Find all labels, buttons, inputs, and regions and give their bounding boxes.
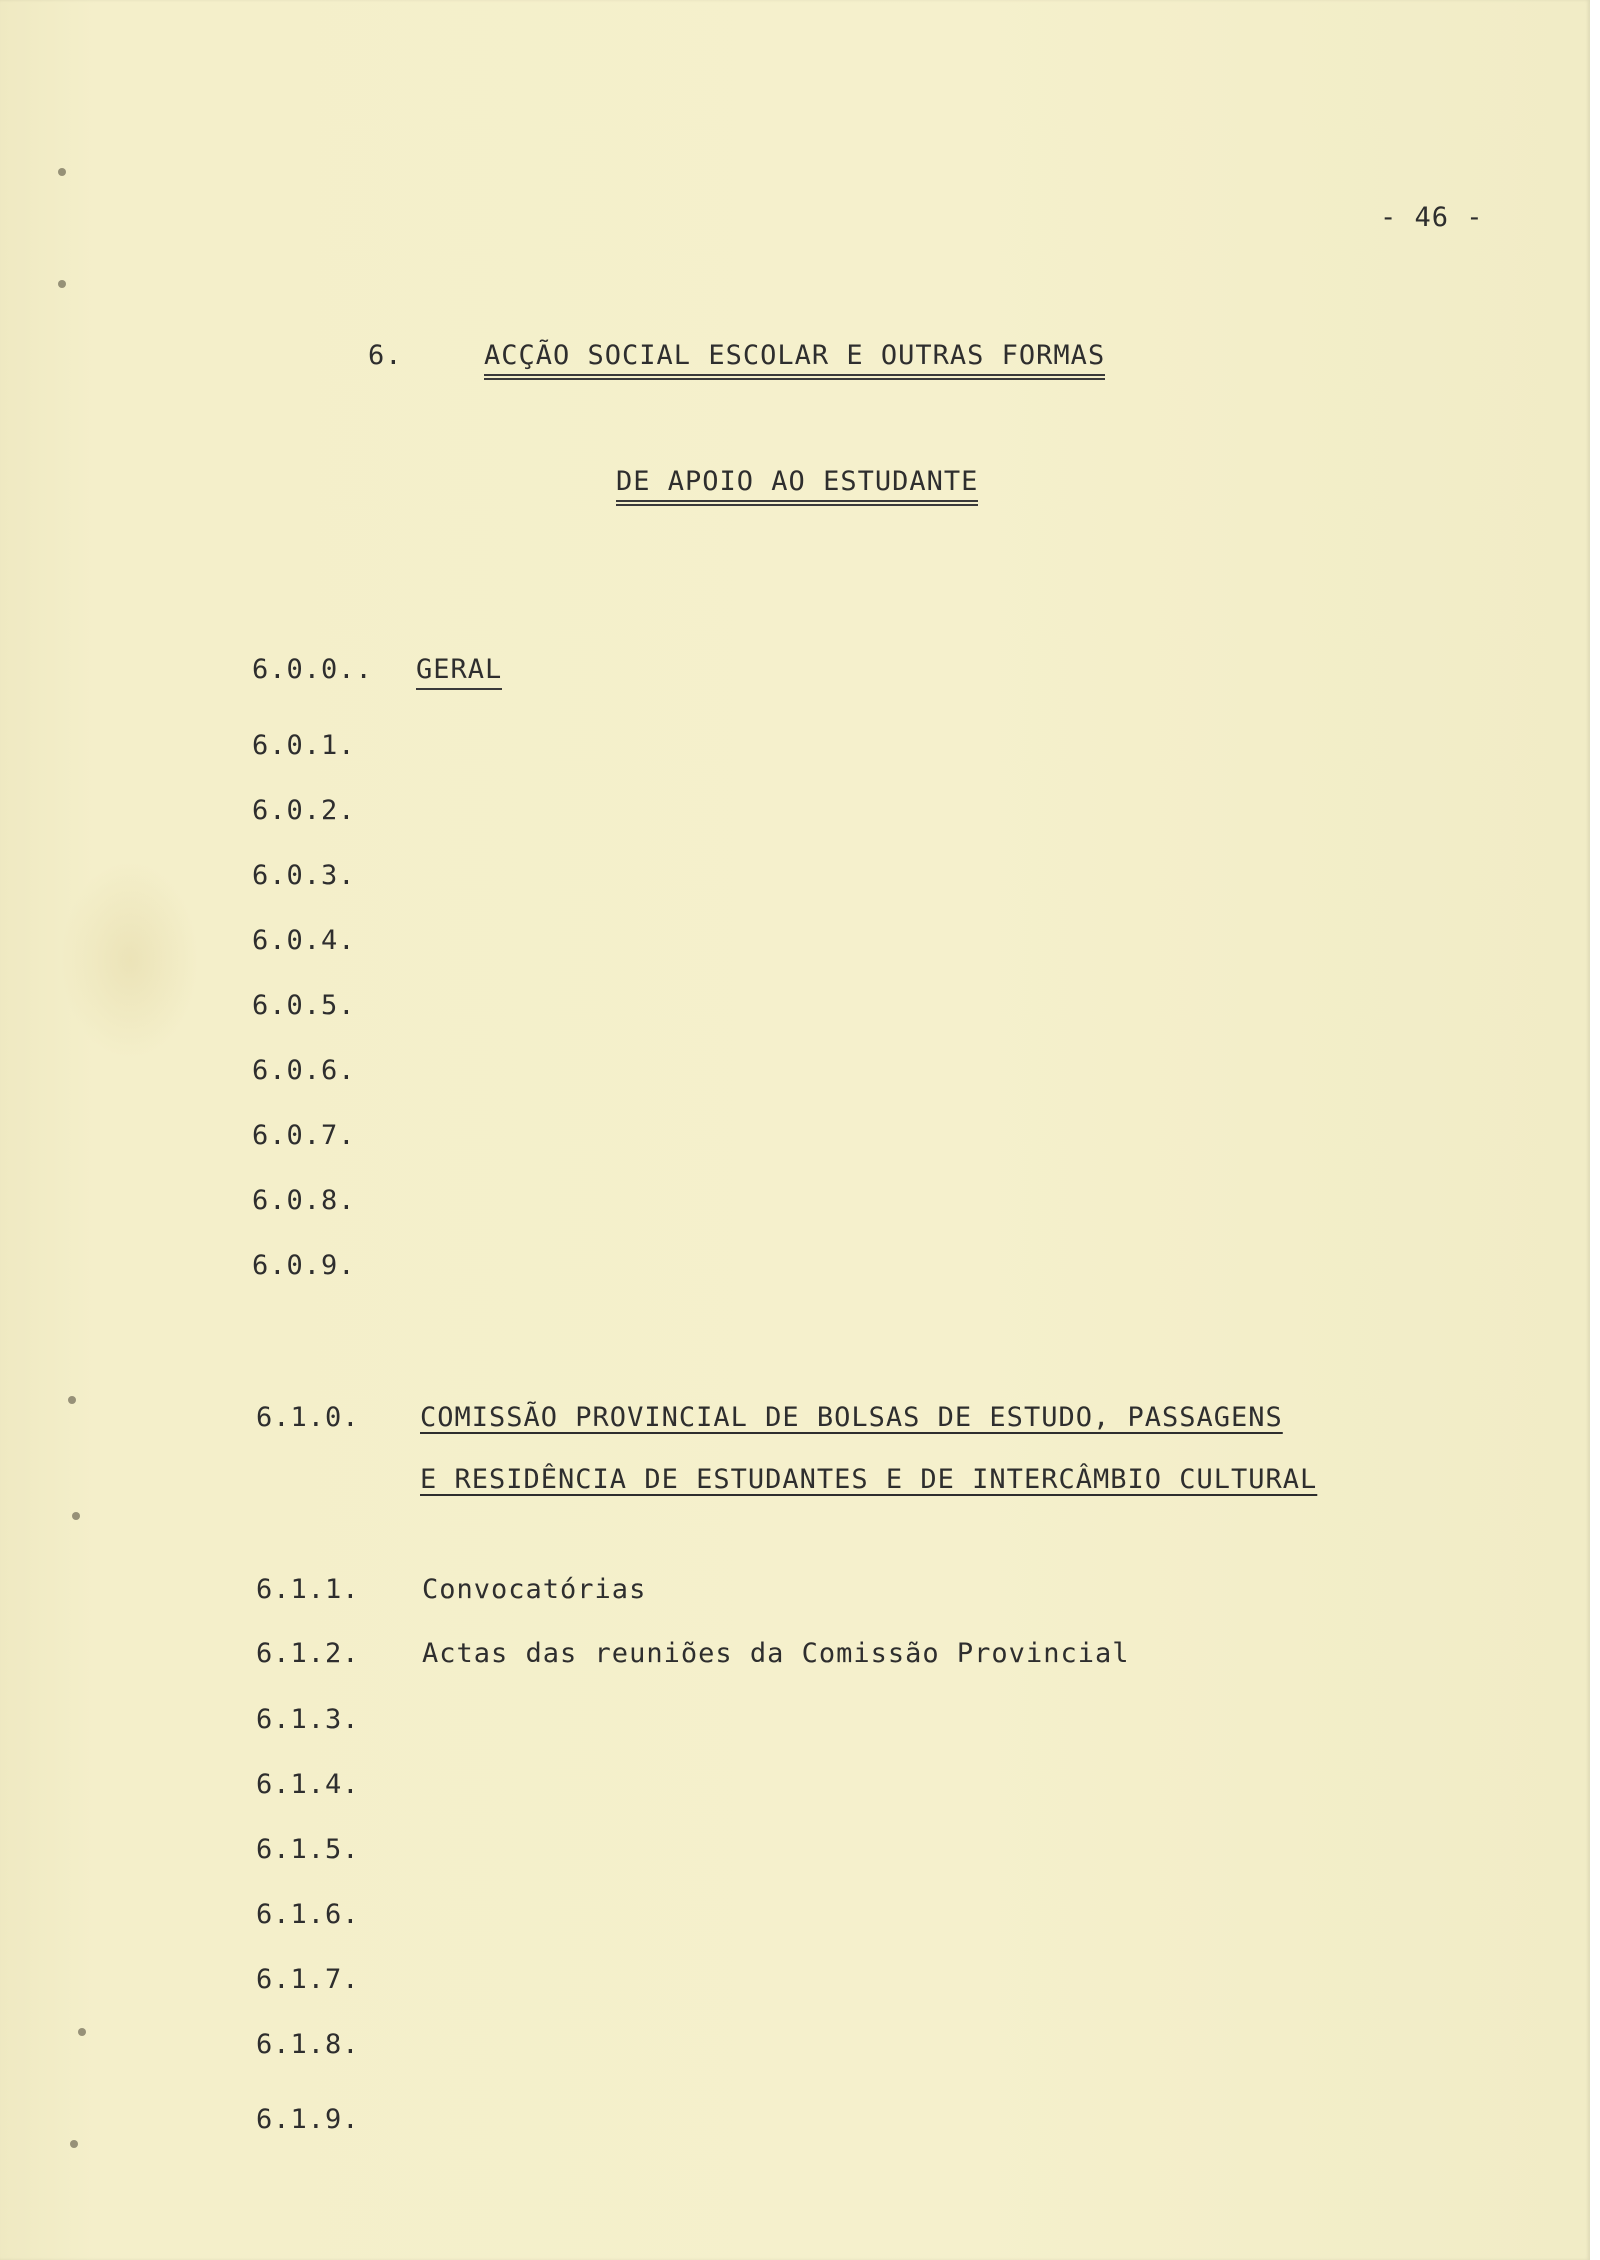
item-number: 6.0.2. — [252, 795, 356, 826]
section-title-line-1: COMISSÃO PROVINCIAL DE BOLSAS DE ESTUDO, PASSAGENS — [420, 1402, 1283, 1433]
punch-hole-mark — [78, 2028, 86, 2036]
item-number: 6.1.6. — [256, 1899, 360, 1930]
item-number: 6.1.4. — [256, 1769, 360, 1800]
section-title: GERAL — [416, 654, 502, 690]
section-number: 6.1.0. — [256, 1402, 360, 1433]
item-number: 6.0.3. — [252, 860, 356, 891]
page-number: - 46 - — [1380, 202, 1484, 233]
item-number: 6.0.4. — [252, 925, 356, 956]
item-number: 6.0.5. — [252, 990, 356, 1021]
punch-hole-mark — [68, 1396, 76, 1404]
heading-line-2: DE APOIO AO ESTUDANTE — [616, 466, 978, 506]
item-number: 6.0.6. — [252, 1055, 356, 1086]
item-number: 6.1.1. — [256, 1574, 360, 1605]
item-number: 6.0.9. — [252, 1250, 356, 1281]
item-text: Convocatórias — [422, 1574, 647, 1605]
punch-hole-mark — [58, 280, 66, 288]
punch-hole-mark — [70, 2140, 78, 2148]
item-number: 6.0.8. — [252, 1185, 356, 1216]
item-number: 6.1.3. — [256, 1704, 360, 1735]
item-number: 6.1.7. — [256, 1964, 360, 1995]
item-number: 6.1.5. — [256, 1834, 360, 1865]
section-title-line-2: E RESIDÊNCIA DE ESTUDANTES E DE INTERCÂMBIO CULTURAL — [420, 1464, 1318, 1495]
heading-number: 6. — [368, 340, 403, 371]
item-number: 6.1.8. — [256, 2029, 360, 2060]
punch-hole-mark — [72, 1512, 80, 1520]
item-number: 6.0.1. — [252, 730, 356, 761]
section-number: 6.0.0.. — [252, 654, 373, 685]
item-number: 6.1.2. — [256, 1638, 360, 1669]
item-text: Actas das reuniões da Comissão Provincial — [422, 1638, 1130, 1669]
item-number: 6.1.9. — [256, 2104, 360, 2135]
punch-hole-mark — [58, 168, 66, 176]
scan-edge — [1590, 0, 1600, 2260]
heading-line-1: ACÇÃO SOCIAL ESCOLAR E OUTRAS FORMAS — [484, 340, 1105, 380]
item-number: 6.0.7. — [252, 1120, 356, 1151]
paper-stain — [60, 860, 200, 1060]
